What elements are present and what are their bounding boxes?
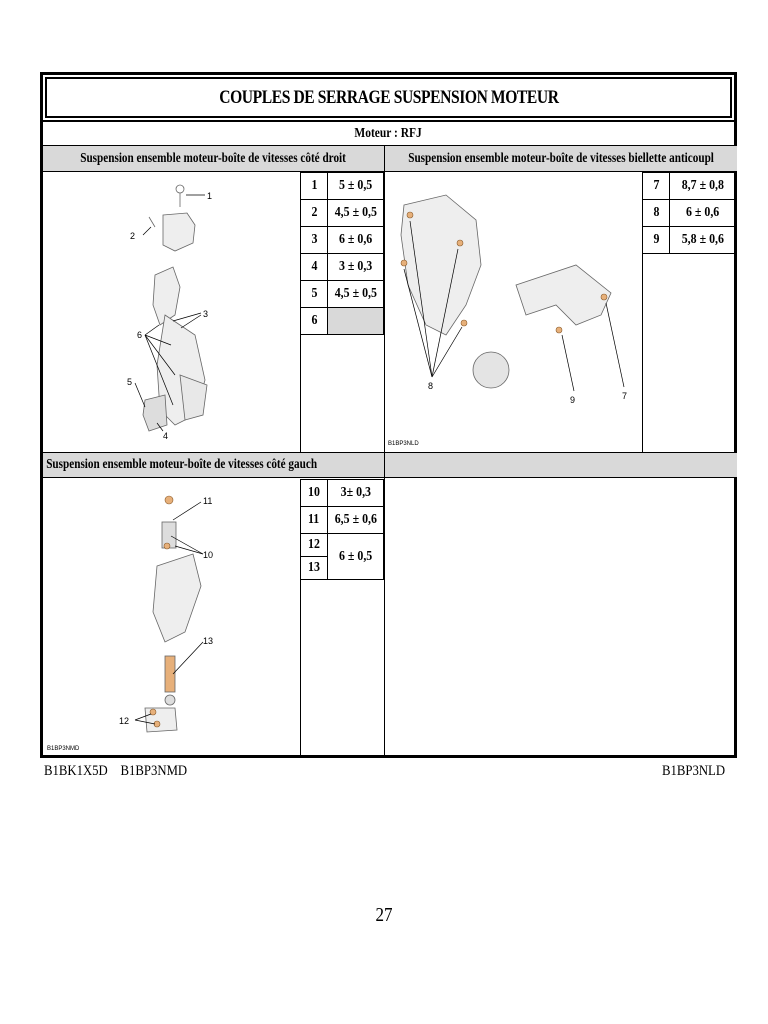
item-number: 4 [301, 254, 328, 281]
torque-value: 6 ± 0,6 [670, 200, 737, 227]
torque-value [328, 308, 384, 335]
item-number: 3 [301, 227, 328, 254]
item-number: 2 [301, 200, 328, 227]
torque-table-frame [40, 72, 737, 758]
callout-label: 5 [127, 377, 133, 387]
table-row [301, 534, 384, 557]
item-number: 11 [301, 507, 328, 534]
callout-label: 3 [203, 309, 209, 319]
table-row [301, 200, 384, 227]
item-number: 6 [301, 308, 328, 335]
item-number: 10 [301, 480, 328, 507]
torque-value: 6 ± 0,6 [328, 227, 384, 254]
torque-table-left [300, 479, 384, 580]
callout-label: 10 [203, 550, 214, 560]
page-title: COUPLES DE SERRAGE SUSPENSION MOTEUR [45, 77, 732, 118]
torque-table-anti [642, 172, 737, 254]
section-header-anti: Suspension ensemble moteur-boîte de vitesses biellette anticoupl [385, 146, 737, 172]
diagram-code: B1BP3NLD [388, 441, 419, 447]
item-number: 9 [643, 227, 670, 254]
callout-label: 1 [207, 191, 213, 201]
torque-value: 4,5 ± 0,5 [328, 200, 384, 227]
diagram-code: B1BP3NMD [47, 746, 80, 752]
section-header-empty [385, 452, 737, 478]
engine-mount-right-diagram [45, 175, 297, 449]
callout-label: 13 [203, 636, 214, 646]
item-number: 13 [301, 557, 328, 580]
section-header-right: Suspension ensemble moteur-boîte de vitesses côté droit [43, 146, 384, 172]
torque-value: 6 ± 0,5 [328, 534, 384, 580]
column-divider [384, 146, 385, 758]
callout-label: 6 [137, 330, 143, 340]
footer-left-codes: B1BK1X5D B1BP3NMD [44, 763, 188, 779]
page-number: 27 [375, 904, 393, 926]
engine-label: Moteur : RFJ [43, 120, 734, 146]
item-number: 12 [301, 534, 328, 557]
torque-value: 8,7 ± 0,8 [670, 173, 737, 200]
torque-value: 5,8 ± 0,6 [670, 227, 737, 254]
torque-value: 4,5 ± 0,5 [328, 281, 384, 308]
table-row [643, 200, 737, 227]
table-row [643, 227, 737, 254]
item-number: 5 [301, 281, 328, 308]
item-number: 1 [301, 173, 328, 200]
table-row [301, 308, 384, 335]
callout-label: 9 [570, 395, 576, 405]
torque-table-right [300, 172, 384, 335]
engine-mount-left-diagram [45, 482, 297, 754]
callout-label: 2 [130, 231, 136, 241]
torque-value: 3± 0,3 [328, 480, 384, 507]
torque-value: 3 ± 0,3 [328, 254, 384, 281]
callout-label: 4 [163, 431, 169, 441]
footer-right-code: B1BP3NLD [662, 763, 726, 779]
table-row [301, 254, 384, 281]
torque-value: 5 ± 0,5 [328, 173, 384, 200]
callout-label: 12 [119, 716, 130, 726]
anti-torque-link-diagram [386, 175, 641, 449]
item-number: 8 [643, 200, 670, 227]
table-row [301, 281, 384, 308]
table-row [643, 173, 737, 200]
torque-value: 6,5 ± 0,6 [328, 507, 384, 534]
table-row [301, 227, 384, 254]
table-row [301, 480, 384, 507]
item-number: 7 [643, 173, 670, 200]
callout-label: 11 [203, 496, 213, 506]
table-row [301, 173, 384, 200]
callout-label: 8 [428, 381, 434, 391]
callout-label: 7 [622, 391, 628, 401]
section-header-left: Suspension ensemble moteur-boîte de vitesses côté gauch [43, 452, 384, 478]
table-row [301, 507, 384, 534]
